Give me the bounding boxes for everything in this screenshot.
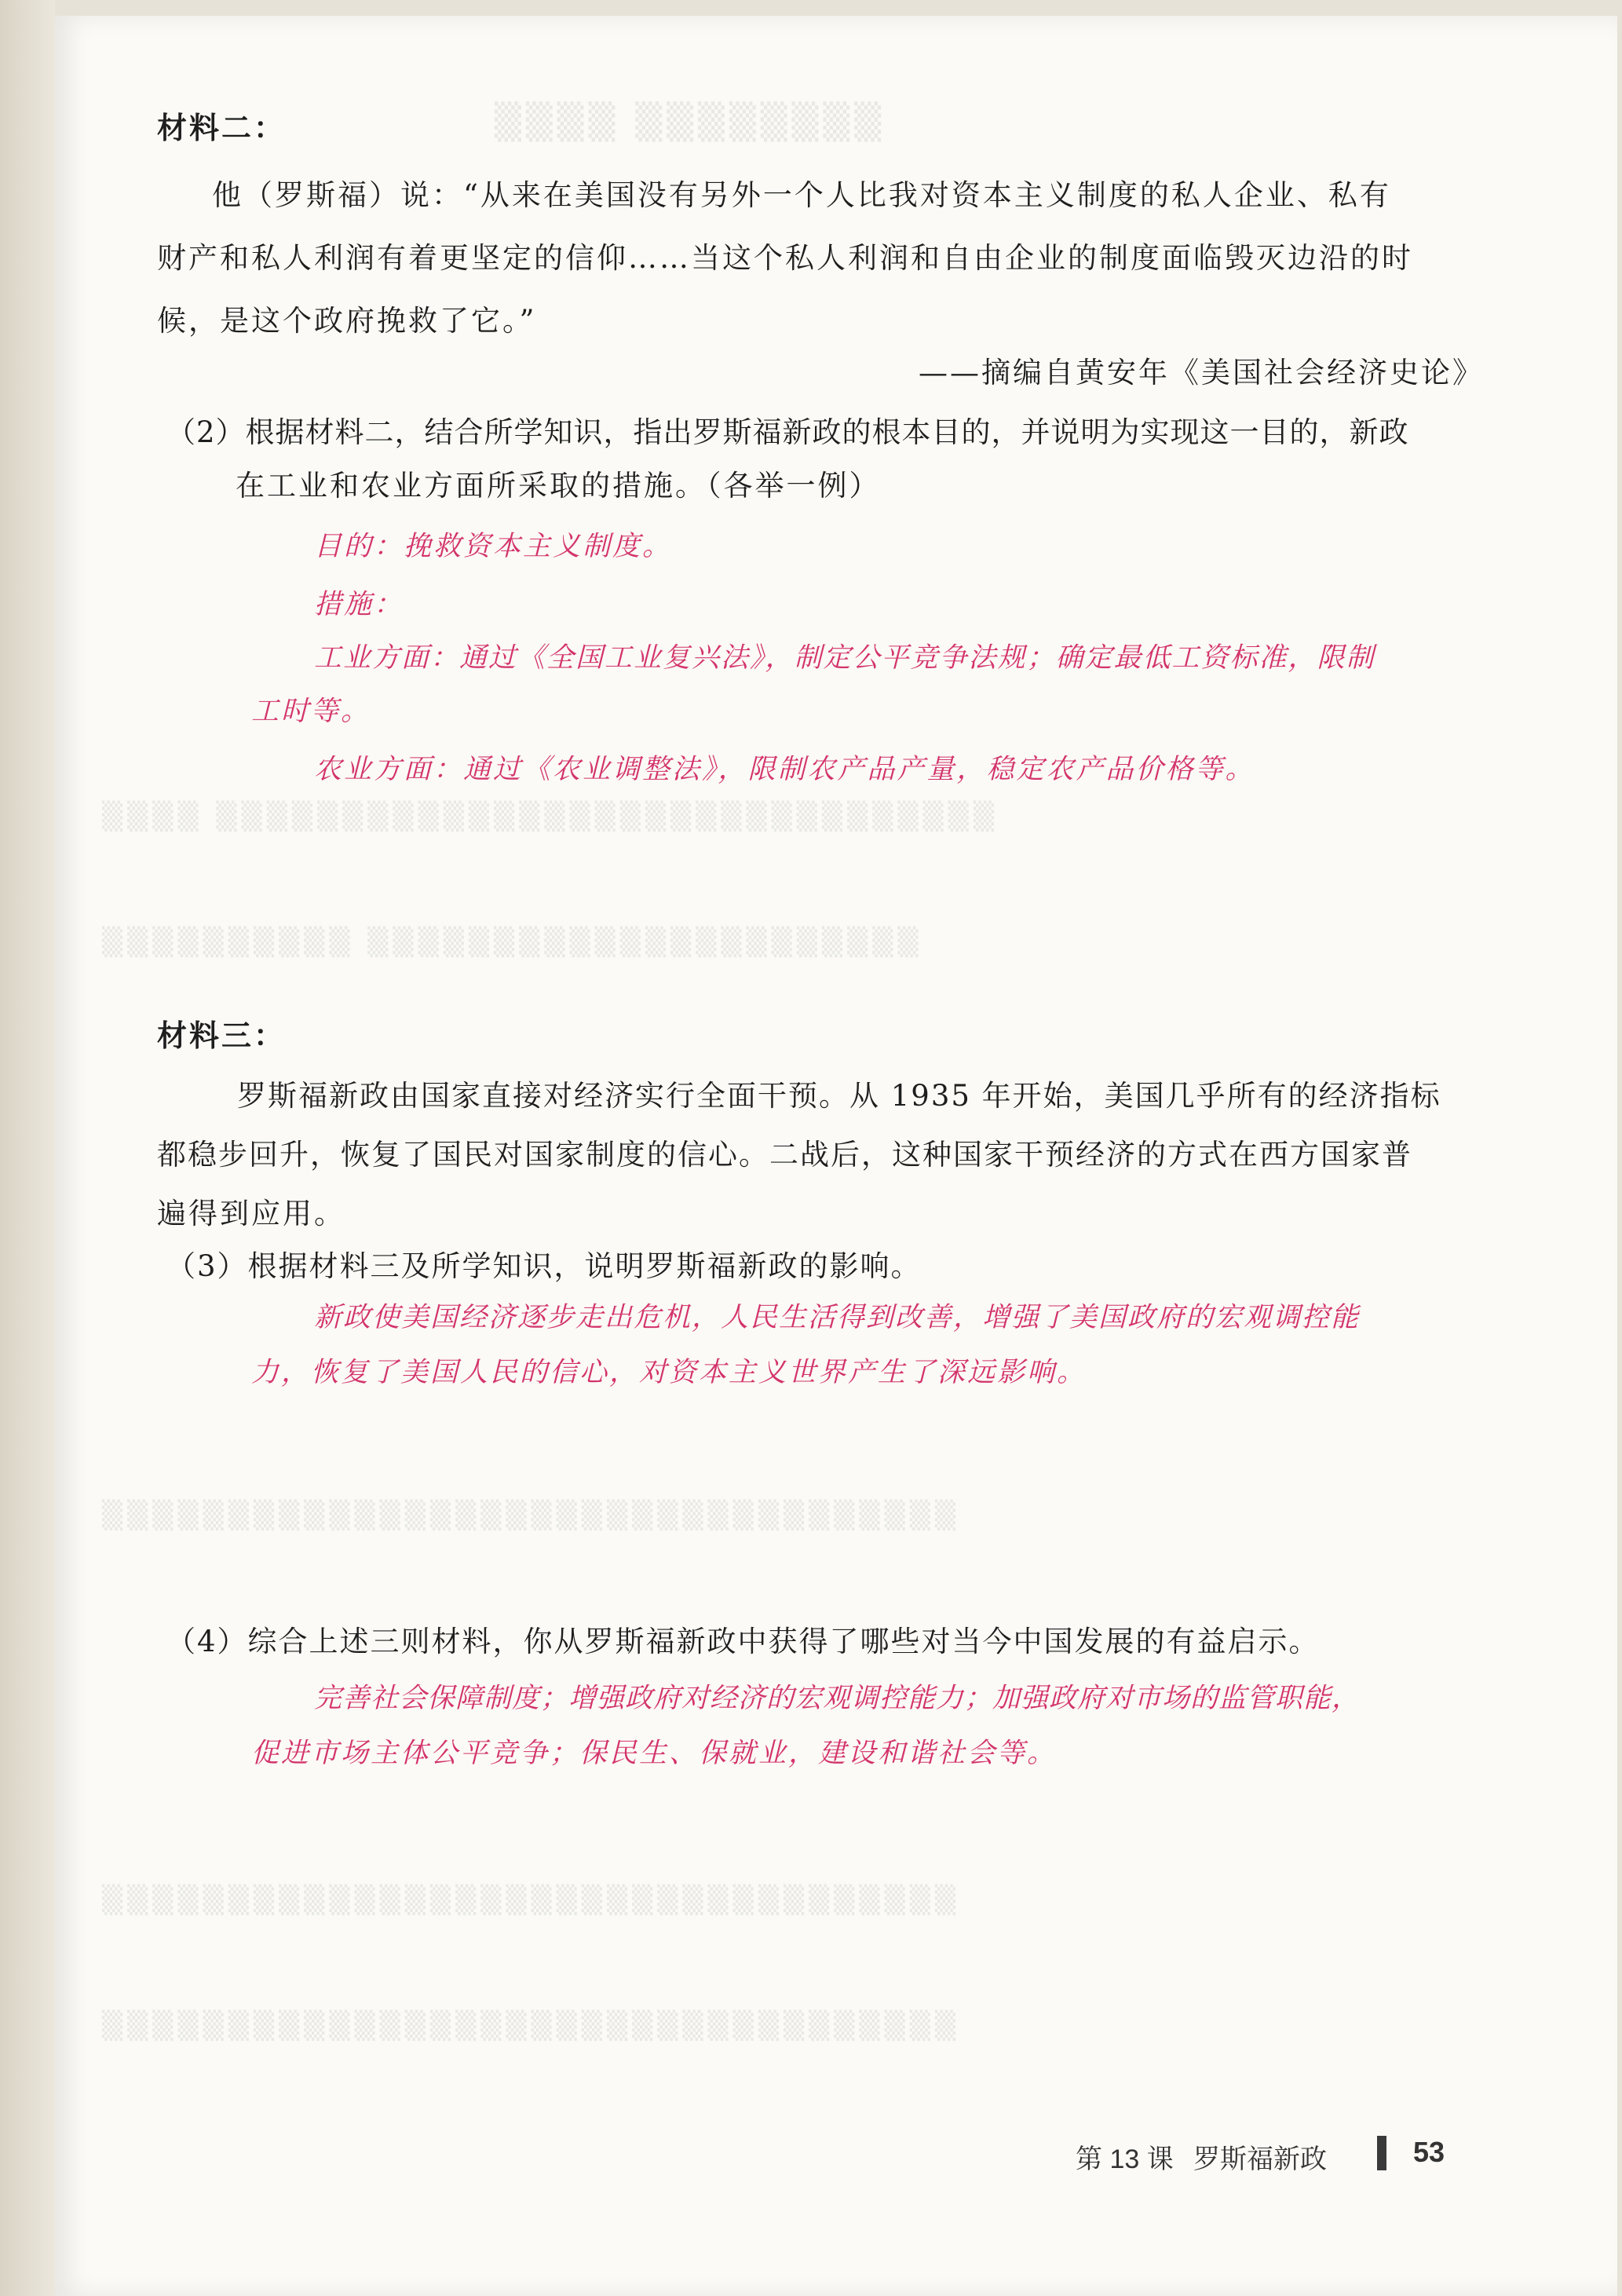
bleed-through-text: ▒▒▒▒▒▒▒▒▒▒▒▒▒▒▒▒▒▒▒▒▒▒▒▒▒▒▒▒▒▒▒▒▒▒ [102, 2010, 961, 2042]
answer-2-industry: 工业方面：通过《全国工业复兴法》，制定公平竞争法规；确定最低工资标准，限制 [314, 642, 1375, 674]
answer-3-line-2: 力，恢复了美国人民的信心，对资本主义世界产生了深远影响。 [251, 1357, 1087, 1388]
material-3-line-1: 罗斯福新政由国家直接对经济实行全面干预。从 1935 年开始，美国几乎所有的经济指标 [237, 1079, 1441, 1113]
material-2-line-1: 他（罗斯福）说：“从来在美国没有另外一个人比我对资本主义制度的私人企业、私有 [212, 178, 1391, 212]
answer-2-measures-label: 措施： [314, 589, 404, 620]
question-2-line-2: 在工业和农业方面所采取的措施。（各举一例） [236, 469, 881, 503]
page-number: 53 [1413, 2136, 1445, 2168]
material-2-line-3: 候，是这个政府挽救了它。” [157, 304, 537, 338]
answer-3-line-1: 新政使美国经济逐步走出危机，人民生活得到改善，增强了美国政府的宏观调控能 [314, 1302, 1361, 1333]
question-4: （4）综合上述三则材料，你从罗斯福新政中获得了哪些对当今中国发展的有益启示。 [166, 1625, 1320, 1658]
bleed-through-text: ▒▒▒▒ ▒▒▒▒▒▒▒▒▒▒▒▒▒▒▒▒▒▒▒▒▒▒▒▒▒▒▒▒▒▒▒ [102, 801, 999, 832]
material-3-heading: 材料三： [157, 1018, 287, 1053]
material-2-heading: 材料二： [157, 110, 287, 145]
footer-divider [1377, 2136, 1386, 2170]
material-2-line-2: 财产和私人利润有着更坚定的信仰……当这个私人利润和自由企业的制度面临毁灭边沿的时 [157, 241, 1413, 275]
material-3-line-2: 都稳步回升，恢复了国民对国家制度的信心。二战后，这种国家干预经济的方式在西方国家普 [157, 1138, 1412, 1172]
bleed-through-text: ▒▒▒▒ ▒▒▒▒▒▒▒▒ [495, 102, 886, 142]
footer-lesson: 第 13 课 [1076, 2144, 1174, 2174]
answer-2-industry-cont: 工时等。 [251, 696, 371, 727]
answer-2-agriculture: 农业方面：通过《农业调整法》，限制农产品产量，稳定农产品价格等。 [314, 754, 1255, 785]
material-3-line-3: 遍得到应用。 [157, 1197, 345, 1230]
bleed-through-text: ▒▒▒▒▒▒▒▒▒▒▒▒▒▒▒▒▒▒▒▒▒▒▒▒▒▒▒▒▒▒▒▒▒▒ [102, 1885, 961, 1916]
footer-lesson-title: 罗斯福新政 [1193, 2144, 1327, 2174]
answer-4-line-2: 促进市场主体公平竞争；保民生、保就业，建设和谐社会等。 [251, 1738, 1058, 1769]
answer-4-line-1: 完善社会保障制度；增强政府对经济的宏观调控能力；加强政府对市场的监管职能， [314, 1683, 1361, 1714]
question-2-line-1: （2）根据材料二，结合所学知识，指出罗斯福新政的根本目的，并说明为实现这一目的，新政 [166, 415, 1409, 449]
question-3: （3）根据材料三及所学知识，说明罗斯福新政的影响。 [166, 1249, 922, 1283]
book-binding [0, 0, 55, 2296]
material-2-source: ——摘编自黄安年《美国社会经济史论》 [919, 356, 1484, 389]
answer-2-purpose: 目的：挽救资本主义制度。 [314, 531, 673, 562]
bleed-through-text: ▒▒▒▒▒▒▒▒▒▒▒▒▒▒▒▒▒▒▒▒▒▒▒▒▒▒▒▒▒▒▒▒▒▒ [102, 1500, 961, 1531]
bleed-through-text: ▒▒▒▒▒▒▒▒▒▒ ▒▒▒▒▒▒▒▒▒▒▒▒▒▒▒▒▒▒▒▒▒▒ [102, 927, 923, 958]
textbook-page [55, 16, 1617, 2296]
